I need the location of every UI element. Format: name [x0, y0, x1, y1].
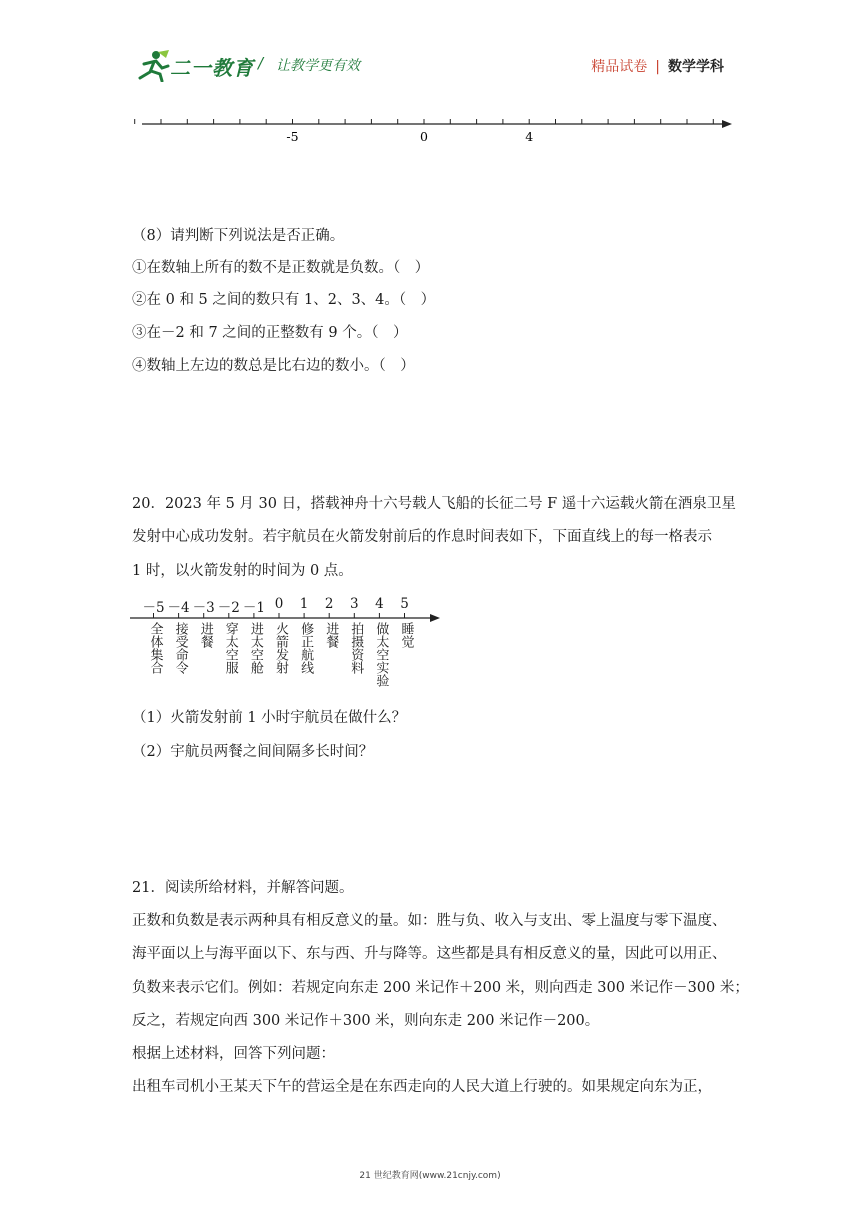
axis-label-4: 4 [525, 129, 534, 144]
q21-line-7: 出租车司机小王某天下午的营运全是在东西走向的人民大道上行驶的。如果规定向东为正， [132, 1079, 712, 1095]
header-subject: 数学学科 [668, 59, 724, 75]
brand-slogan: 让教学更有效 [276, 58, 360, 74]
page-footer: 21 世纪教育网(www.21cnjy.com) [359, 1171, 501, 1181]
timeline-activity-label: 进太空舱 [247, 622, 263, 674]
axis-label-0: 0 [420, 129, 428, 144]
timeline-hour-label: 3 [350, 596, 359, 612]
q8-item-2: ②在 0 和 5 之间的数只有 1、2、3、4。（ ） [132, 292, 436, 308]
number-line-top [0, 110, 860, 150]
q20-line-2: 发射中心成功发射。若宇航员在火箭发射前后的作息时间表如下，下面直线上的每一格表示 [132, 529, 712, 545]
q21-line-6: 根据上述材料，回答下列问题： [132, 1046, 335, 1062]
timeline-activity-label: 穿太空服 [222, 622, 238, 674]
timeline-activity-label: 做太空实验 [373, 622, 389, 687]
timeline-hour-label: 4 [375, 596, 384, 612]
timeline-hour-label: －5 [142, 600, 165, 616]
q20-line-3: 1 时，以火箭发射的时间为 0 点。 [132, 563, 353, 579]
q21-line-5: 反之，若规定向西 300 米记作＋300 米，则向东走 200 米记作－200。 [132, 1013, 600, 1029]
q21-line-2: 正数和负数是表示两种具有相反意义的量。如：胜与负、收入与支出、零上温度与零下温度、 [132, 913, 727, 929]
header-separator: | [655, 59, 660, 75]
timeline-activity-label: 进餐 [197, 622, 213, 648]
q20-sub-1: （1）火箭发射前 1 小时宇航员在做什么？ [132, 710, 407, 726]
timeline-axis [0, 606, 860, 626]
timeline-activity-label: 全体集合 [147, 622, 163, 674]
timeline-hour-label: 2 [324, 596, 334, 612]
timeline-hour-label: －1 [242, 600, 265, 616]
timeline-activity-label: 接受命令 [172, 622, 188, 674]
q20-line-1: 20．2023 年 5 月 30 日，搭载神舟十六号载人飞船的长征二号 F 遥十六运载火箭在酒泉卫星 [132, 496, 736, 512]
timeline-activity-label: 拍摄资料 [348, 622, 364, 674]
timeline-activity-label: 火箭发射 [273, 622, 288, 674]
axis-arrow [722, 120, 732, 128]
q21-line-3: 海平面以上与海平面以下、东与西、升与降等。这些都是具有相反意义的量，因此可以用正、 [132, 946, 727, 962]
q21-line-1: 21．阅读所给材料，并解答问题。 [132, 880, 354, 896]
axis-label-neg5: -5 [286, 129, 299, 144]
q8-item-4: ④数轴上左边的数总是比右边的数小。（ ） [132, 358, 415, 374]
timeline-hour-label: －4 [167, 600, 190, 616]
q8-title: （8）请判断下列说法是否正确。 [132, 228, 345, 244]
header-tag: 精品试卷 [591, 59, 648, 75]
logo [136, 50, 376, 82]
q21-line-4: 负数来表示它们。例如：若规定向东走 200 米记作＋200 米，则向西走 300 米记作－300 米； [132, 980, 749, 996]
timeline-activity-label: 修正航线 [298, 622, 314, 674]
runner-logo-icon [136, 50, 172, 82]
brand-name: 二一教育 [170, 56, 254, 80]
q8-item-3: ③在－2 和 7 之间的正整数有 9 个。（ ） [132, 325, 408, 341]
timeline-hour-label: 5 [400, 596, 409, 612]
timeline-hour-label: －3 [192, 600, 215, 616]
timeline-hour-label: 0 [274, 596, 284, 612]
timeline-hour-label: 1 [299, 596, 309, 612]
q20-sub-2: （2）宇航员两餐之间间隔多长时间？ [132, 744, 374, 760]
timeline-activity-label: 进餐 [323, 622, 339, 648]
timeline-activity-label: 睡觉 [398, 622, 414, 648]
brand-slash: / [258, 54, 264, 72]
q8-item-1: ①在数轴上所有的数不是正数就是负数。（ ） [132, 260, 430, 276]
timeline-hour-label: －2 [217, 600, 240, 616]
header-right [591, 56, 724, 76]
